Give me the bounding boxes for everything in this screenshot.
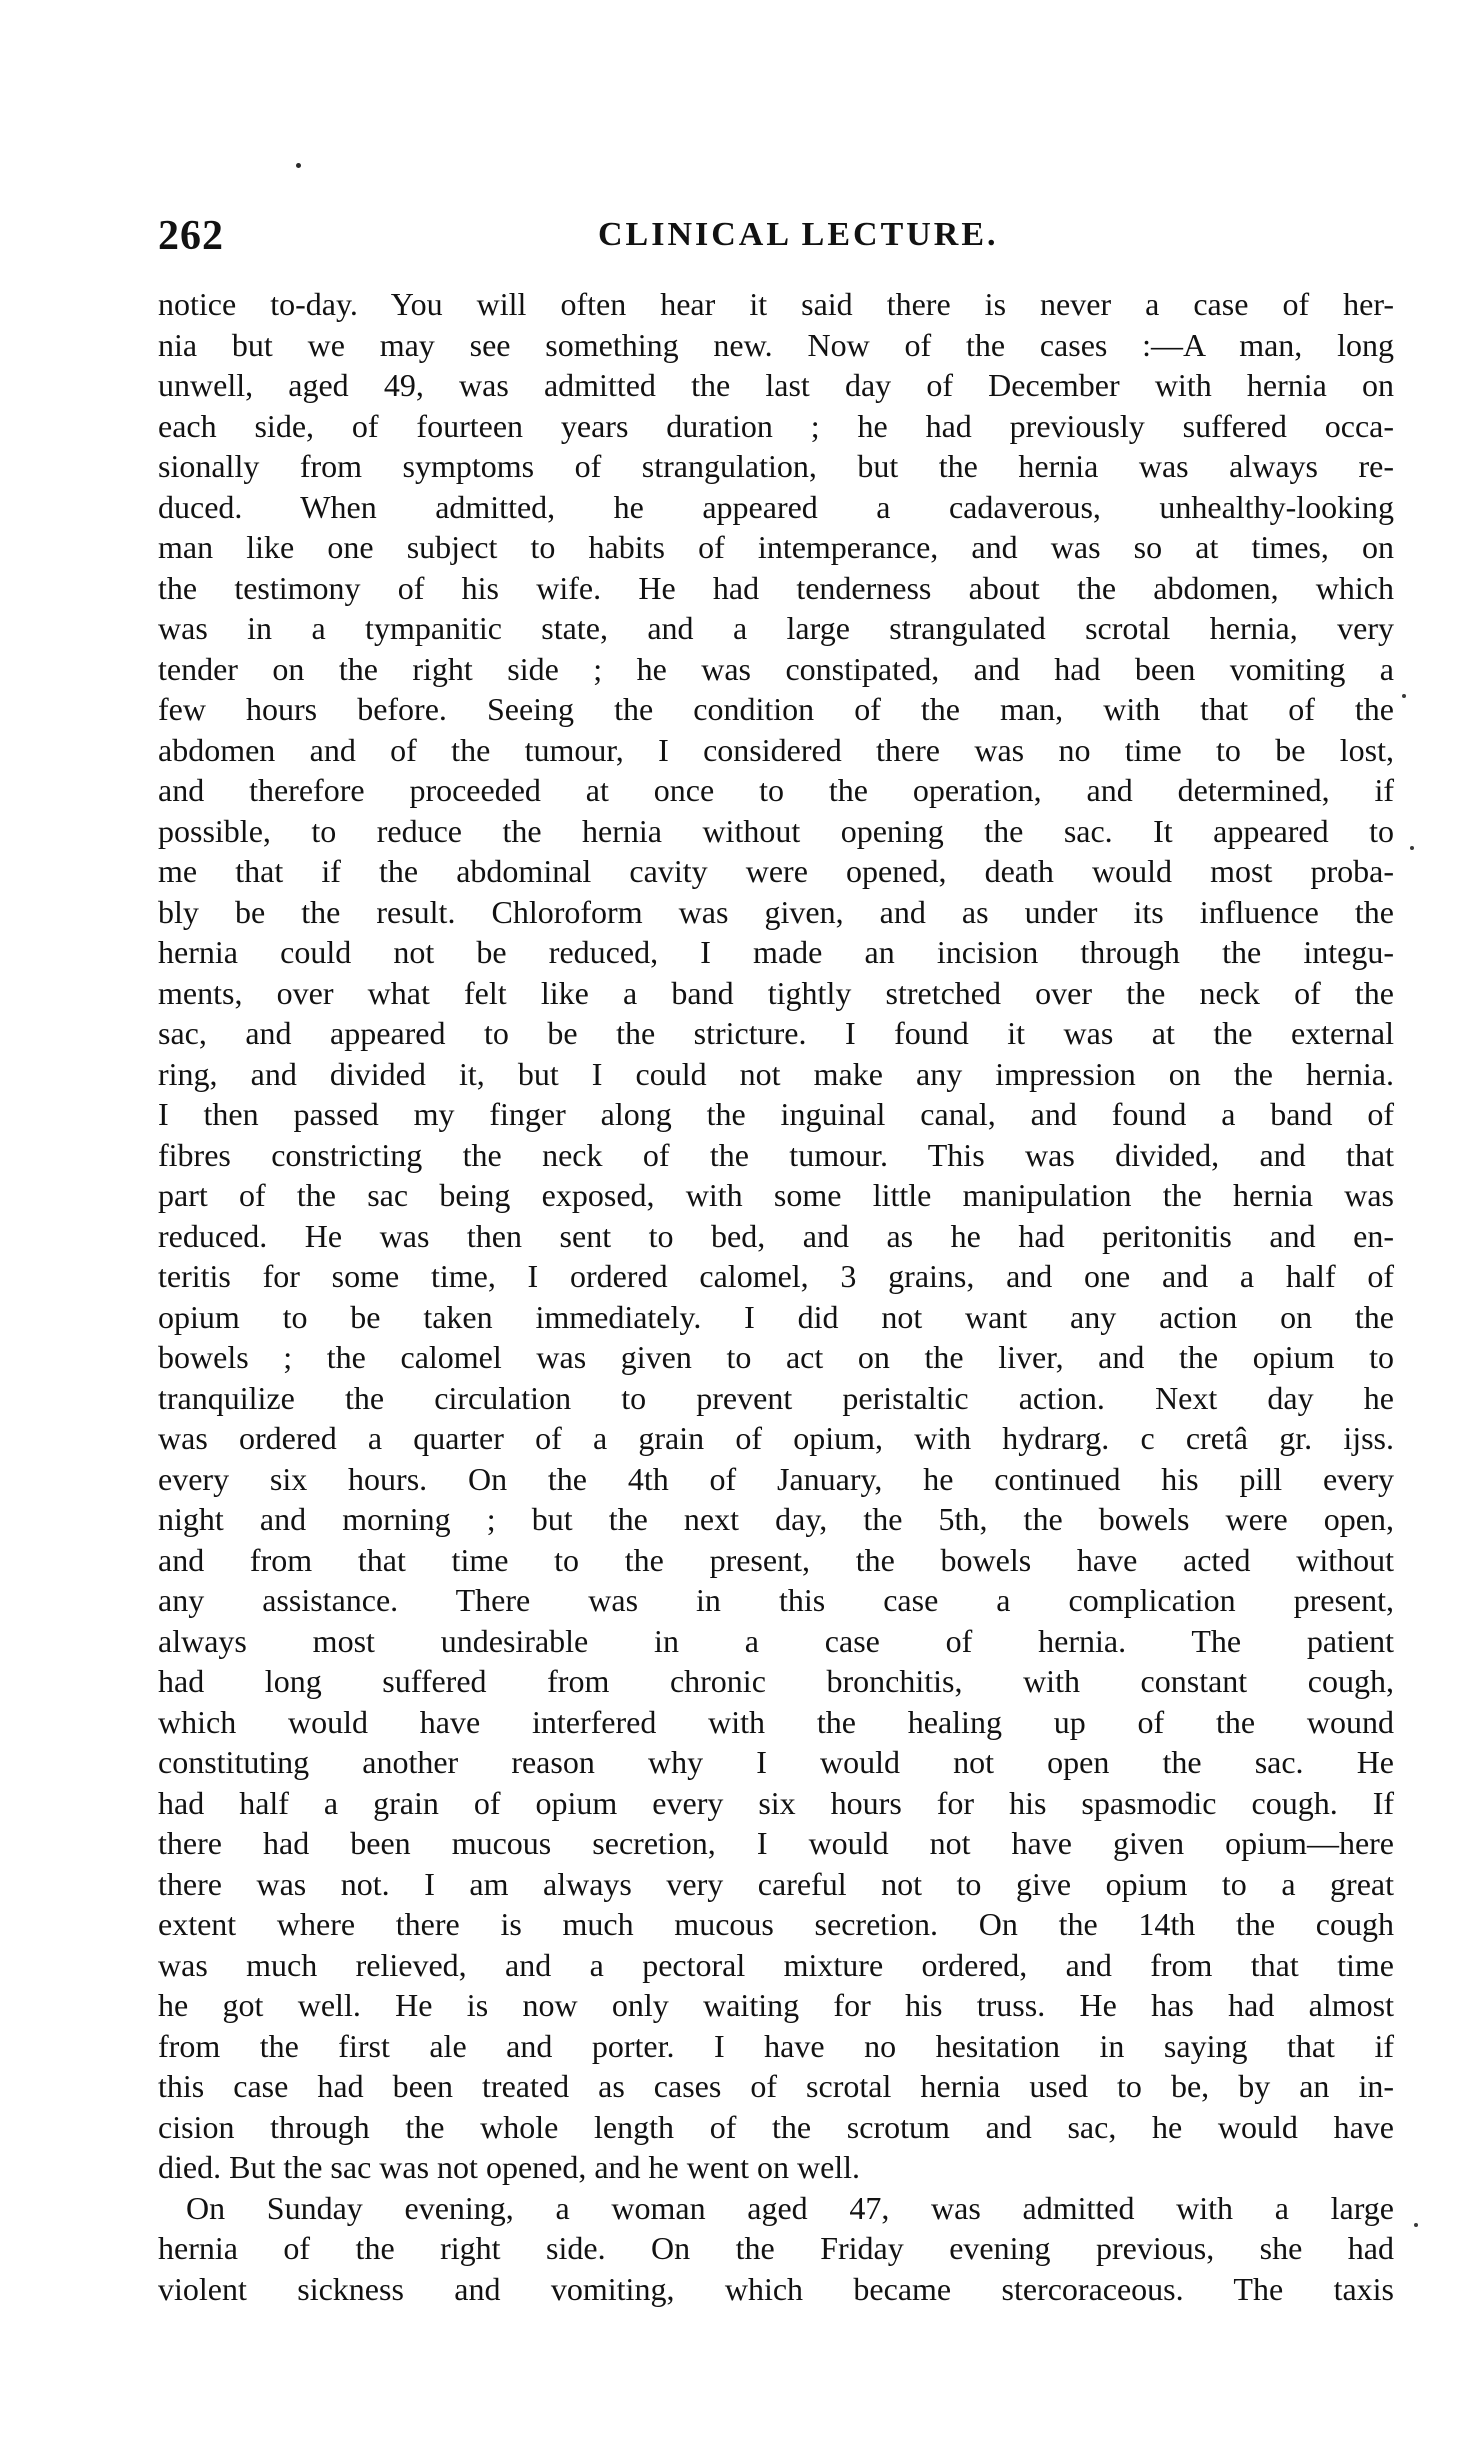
text-line: me that if the abdominal cavity were opened, death would most proba- [158,853,1394,889]
text-line: extent where there is much mucous secretion. On the 14th the cough [158,1906,1394,1942]
text-line: there had been mucous secretion, I would not have given opium—here [158,1825,1394,1861]
text-line: was ordered a quarter of a grain of opium, with hydrarg. c cretâ gr. ijss. [158,1420,1394,1456]
text-line: fibres constricting the neck of the tumour. This was divided, and that [158,1136,1394,1173]
text-line: tranquilize the circulation to prevent peristaltic action. Next day he [158,1379,1394,1416]
body-text [158,284,1394,2309]
text-line: each side, of fourteen years duration ; he had previously suffered occa- [158,407,1394,444]
text-line: there was not. I am always very careful not to give opium to a great [158,1865,1394,1902]
text-line: man like one subject to habits of intemperance, and was so at times, on [158,529,1394,565]
text-line: had long suffered from chronic bronchitis, with constant cough, [158,1663,1394,1699]
text-line: sac, and appeared to be the stricture. I found it was at the external [158,1015,1394,1051]
text-line: tender on the right side ; he was constipated, and had been vomiting a [158,650,1394,687]
text-line: unwell, aged 49, was admitted the last day of December with hernia on [158,367,1394,403]
text-line: nia but we may see something new. Now of the cases :—A man, long [158,326,1394,363]
text-line: opium to be taken immediately. I did not want any action on the [158,1298,1394,1335]
text-line: from the first ale and porter. I have no hesitation in saying that if [158,2027,1394,2064]
text-line: teritis for some time, I ordered calomel, 3 grains, and one and a half of [158,1258,1394,1294]
text-line: few hours before. Seeing the condition of the man, with that of the [158,691,1394,727]
text-line: always most undesirable in a case of hernia. The patient [158,1622,1394,1659]
running-title: CLINICAL LECTURE. [598,216,999,253]
text-line: sionally from symptoms of strangulation, but the hernia was always re- [158,448,1394,484]
text-line: I then passed my finger along the inguinal canal, and found a band of [158,1096,1394,1132]
text-line: reduced. He was then sent to bed, and as he had peritonitis and en- [158,1217,1394,1254]
text-line: bowels ; the calomel was given to act on the liver, and the opium to [158,1339,1394,1375]
text-line: night and morning ; but the next day, the 5th, the bowels were open, [158,1501,1394,1537]
text-line: duced. When admitted, he appeared a cadaverous, unhealthy-looking [158,488,1394,525]
text-line: On Sunday evening, a woman aged 47, was admitted with a large [186,2189,1394,2226]
text-line: ments, over what felt like a band tightly stretched over the neck of the [158,974,1394,1011]
text-line: and therefore proceeded at once to the operation, and determined, if [158,772,1394,808]
text-line: ring, and divided it, but I could not make any impression on the hernia. [158,1055,1394,1092]
text-line: part of the sac being exposed, with some little manipulation the hernia was [158,1177,1394,1213]
text-line: cision through the whole length of the scrotum and sac, he would have [158,2108,1394,2145]
margin-mark [1410,846,1414,850]
margin-mark [1414,2223,1418,2227]
text-line: every six hours. On the 4th of January, he continued his pill every [158,1460,1394,1497]
text-line: had half a grain of opium every six hours for his spasmodic cough. If [158,1784,1394,1821]
text-line: the testimony of his wife. He had tenderness about the abdomen, which [158,569,1394,606]
text-line: hernia of the right side. On the Friday evening previous, she had [158,2230,1394,2266]
text-line: hernia could not be reduced, I made an incision through the integu- [158,934,1394,970]
text-line: and from that time to the present, the bowels have acted without [158,1541,1394,1578]
text-line: was much relieved, and a pectoral mixture ordered, and from that time [158,1946,1394,1983]
text-line: was in a tympanitic state, and a large strangulated scrotal hernia, very [158,610,1394,646]
text-line: bly be the result. Chloroform was given, and as under its influence the [158,893,1394,930]
text-line: abdomen and of the tumour, I considered there was no time to be lost, [158,731,1394,768]
text-line: this case had been treated as cases of scrotal hernia used to be, by an in- [158,2068,1394,2104]
text-line: violent sickness and vomiting, which became stercoraceous. The taxis [158,2270,1394,2307]
text-line: any assistance. There was in this case a complication present, [158,1582,1394,1618]
running-head [158,212,1398,262]
page-number: 262 [158,213,224,259]
margin-mark [1402,694,1406,698]
text-line: died. But the sac was not opened, and he went on well. [158,2149,861,2185]
ink-speck [296,163,301,168]
text-line: which would have interfered with the healing up of the wound [158,1703,1394,1740]
text-line: possible, to reduce the hernia without opening the sac. It appeared to [158,812,1394,849]
text-line: notice to-day. You will often hear it said there is never a case of her- [158,286,1394,322]
text-line: constituting another reason why I would not open the sac. He [158,1744,1394,1780]
text-line: he got well. He is now only waiting for his truss. He has had almost [158,1987,1394,2023]
